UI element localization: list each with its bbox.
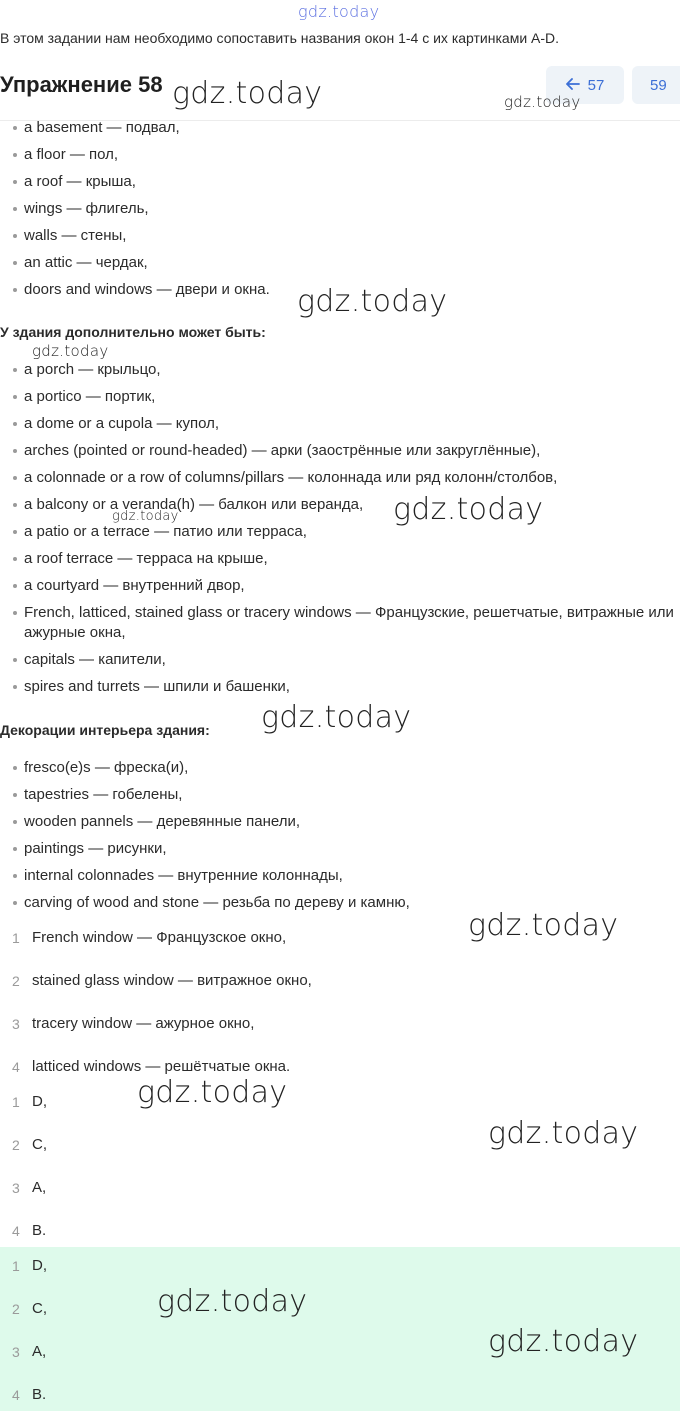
list-item: internal colonnades — внутренние колоннады, [0, 862, 680, 889]
list-item: arches (pointed or round-headed) — арки (заострённые или закруглённые), [0, 437, 680, 464]
list-item: a porch — крыльцо, [0, 356, 680, 383]
list-item: French, latticed, stained glass or tracery windows — Французские, решетчатые, витражные или ажурные окна, [0, 599, 680, 646]
list-item: an attic — чердак, [0, 249, 680, 276]
list-item: a basement — подвал, [0, 114, 680, 141]
list-item: paintings — рисунки, [0, 835, 680, 862]
additional-features-heading: У здания дополнительно может быть: [0, 324, 266, 340]
answer-item: 2 C, [12, 1136, 47, 1153]
list-item: a roof — крыша, [0, 168, 680, 195]
window-item: 4 latticed windows — решётчатые окна. [12, 1058, 291, 1075]
watermark: gdz.today [393, 492, 544, 527]
list-item: a courtyard — внутренний двор, [0, 572, 680, 599]
list-item: a balcony or a veranda(h) — балкон или веранда, [0, 491, 680, 518]
list-item: a dome or a cupola — купол, [0, 410, 680, 437]
window-item: 2 stained glass window — витражное окно, [12, 972, 312, 989]
watermark: gdz.today [137, 1075, 288, 1110]
next-exercise-label: 59 [650, 76, 667, 94]
final-answer-item: 3 A, [12, 1343, 47, 1360]
structure-list [0, 114, 680, 303]
next-exercise-button[interactable] [632, 66, 680, 104]
arrow-left-icon [566, 77, 580, 94]
list-item: a colonnade or a row of columns/pillars — колоннада или ряд колонн/столбов, [0, 464, 680, 491]
list-item: wooden pannels — деревянные панели, [0, 808, 680, 835]
final-answer-item: 4 B. [12, 1386, 47, 1403]
answer-item: 4 B. [12, 1222, 47, 1239]
watermark: gdz.today [261, 700, 412, 735]
list-item: walls — стены, [0, 222, 680, 249]
additional-features-list [0, 356, 680, 700]
list-item: fresco(e)s — фреска(и), [0, 754, 680, 781]
watermark: gdz.today [488, 1324, 639, 1359]
prev-exercise-label: 57 [587, 76, 605, 94]
list-item: a floor — пол, [0, 141, 680, 168]
list-item: capitals — капители, [0, 646, 680, 673]
watermark: gdz.today [112, 509, 179, 524]
prev-exercise-button[interactable] [546, 66, 624, 104]
list-item: a roof terrace — терраса на крыше, [0, 545, 680, 572]
answer-item: 1 D, [12, 1093, 47, 1110]
page-title: Упражнение 58 [0, 72, 163, 97]
list-item: tapestries — гобелены, [0, 781, 680, 808]
window-item: 3 tracery window — ажурное окно, [12, 1015, 255, 1032]
list-item: a patio or a terrace — патио или терраса, [0, 518, 680, 545]
watermark-top: gdz.today [298, 2, 380, 21]
watermark: gdz.today [172, 76, 323, 111]
list-item: carving of wood and stone — резьба по дереву и камню, [0, 889, 680, 916]
watermark: gdz.today [32, 342, 109, 360]
list-item: a portico — портик, [0, 383, 680, 410]
watermark: gdz.today [504, 93, 581, 111]
list-item: spires and turrets — шпили и башенки, [0, 673, 680, 700]
watermark: gdz.today [297, 284, 448, 319]
window-item: 1 French window — Французское окно, [12, 929, 287, 946]
list-item: wings — флигель, [0, 195, 680, 222]
watermark: gdz.today [488, 1116, 639, 1151]
answer-item: 3 A, [12, 1179, 47, 1196]
final-answer-item: 1 D, [12, 1257, 47, 1274]
watermark: gdz.today [468, 908, 619, 943]
list-item: doors and windows — двери и окна. [0, 276, 680, 303]
final-answer-item: 2 C, [12, 1300, 47, 1317]
watermark: gdz.today [157, 1284, 308, 1319]
task-intro: В этом задании нам необходимо сопоставить названия окон 1-4 с их картинками A-D. [0, 30, 560, 46]
interior-decoration-heading: Декорации интерьера здания: [0, 722, 210, 738]
interior-decoration-list [0, 754, 680, 916]
